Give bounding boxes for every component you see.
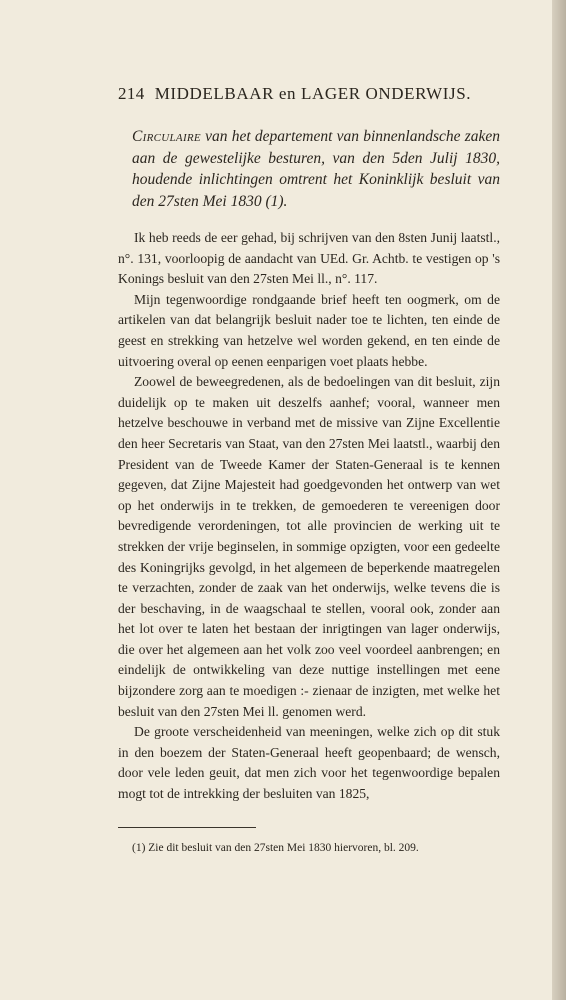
page-number: 214 [118,84,145,103]
body-text [118,228,500,805]
circular-title-word: Circulaire [132,128,201,145]
page-edge [552,0,566,1000]
running-header [118,84,500,104]
circular-title-rest: van het departement van binnenlandsche zaken aan de gewestelijke besturen, van den 5den Julij 1830, houdende inlichtingen omtrent het Koninklijk besluit van den 27sten Mei 1830 (1). [132,128,501,210]
paragraph: Ik heb reeds de eer gehad, bij schrijven van den 8sten Junij laatstl., n°. 131, voorloopig de aandacht van UEd. Gr. Achtb. te vestigen op 's Konings besluit van den 27sten Mei ll., n°. 117. [118,230,500,287]
footnote: (1) Zie dit besluit van den 27sten Mei 1830 hiervoren, bl. 209. [132,841,419,854]
footnote-divider [118,827,256,828]
page-content [118,84,500,856]
circular-heading [132,126,500,212]
paragraph: Zoowel de beweegredenen, als de bedoelingen van dit besluit, zijn duidelijk op te maken uit deszelfs aanhef; vooral, wanneer men hetzelve beschouwe in verband met de missive van Zijne Excellentie den heer Secretaris van Staat, van den 27sten Mei laatstl., waarbij den President van de Tweede Kamer der Staten-Generaal is te kennen gegeven, dat Zijne Majesteit had goedgevonden het ontwerp van wet op het onderwijs in te trekken, de gemoederen te vereenigen door bevredigende verordeningen, tot alle provincien de werking uit te strekken der vrije beginselen, in sommige opzigten, voor een gedeelte des Koningrijks gevolgd, in het algemeen de beperkende maatregelen te verzachten, zonder de zaak van het onderwijs, welke tevens die is der beschaving, in de waagschaal te stellen, vooral ook, zonder aan het lot over te laten het bestaan der inrigtingen van lager onderwijs, die over het algemeen aan het volk zoo veel voordeel aanbrengen; en eindelijk de ontwikkeling van deze nuttige instellingen met eene bijzondere zorg aan te moedigen :- zienaar de inzigten, met welke het besluit van den 27sten Mei ll. genomen werd. [118,374,500,719]
paragraph: Mijn tegenwoordige rondgaande brief heeft ten oogmerk, om de artikelen van dat belangrijk besluit nader toe te lichten, ten einde de geest en strekking van hetzelve wel worden gekend, en ten einde de uitvoering overal op eenen eenparigen voet plaats hebbe. [118,291,500,369]
paragraph: De groote verscheidenheid van meeningen, welke zich op dit stuk in den boezem der Staten-Generaal heeft geopenbaard; de wensch, door vele leden geuit, dat men zich voor het tegenwoordige bepalen mogt tot de intrekking der besluiten van 1825, [118,724,500,802]
running-title: MIDDELBAAR en LAGER ONDERWIJS. [154,84,472,103]
